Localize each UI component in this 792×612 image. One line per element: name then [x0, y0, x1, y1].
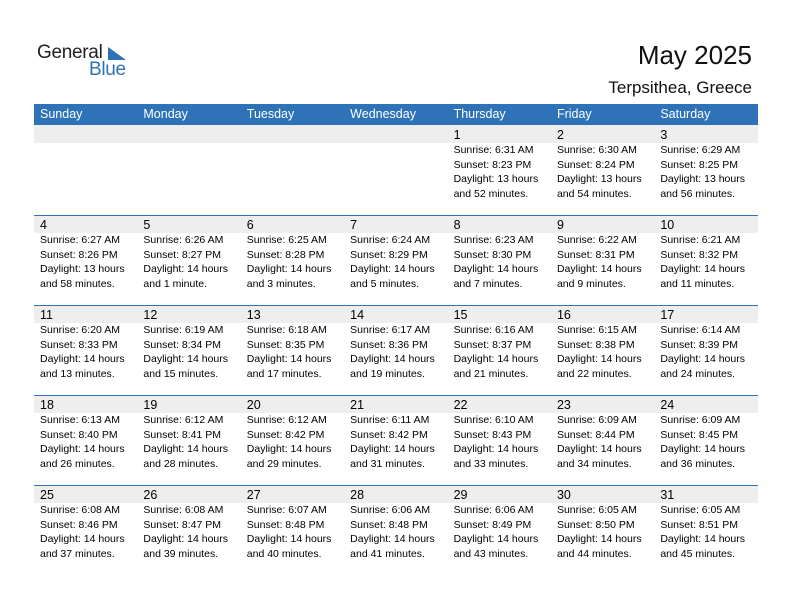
minutes-text: and 33 minutes.	[453, 457, 529, 470]
day-cell	[448, 395, 551, 471]
daylight-text: Daylight: 14 hours	[143, 353, 229, 365]
day-number: 7	[350, 218, 358, 232]
week-row	[34, 305, 758, 395]
minutes-text: and 26 minutes.	[40, 457, 115, 470]
day-cell	[344, 215, 447, 291]
weekday-header-sunday: Sunday	[40, 107, 83, 121]
sunrise-text: Sunrise: 6:06 AM	[350, 504, 431, 516]
daylight-text: Daylight: 14 hours	[143, 263, 229, 275]
day-cell	[137, 125, 240, 201]
day-number: 19	[143, 398, 158, 412]
day-number: 23	[556, 398, 571, 412]
daylight-text: Daylight: 14 hours	[350, 443, 435, 455]
day-number: 16	[556, 308, 571, 322]
logo-text-general: General	[37, 42, 103, 63]
day-cell	[137, 395, 240, 471]
sunset-text: Sunset: 8:39 PM	[660, 338, 738, 351]
day-number: 25	[40, 488, 54, 502]
day-number: 3	[660, 128, 668, 142]
day-number: 4	[40, 218, 47, 232]
minutes-text: and 41 minutes.	[350, 547, 425, 560]
sunrise-text: Sunrise: 6:16 AM	[453, 324, 534, 336]
minutes-text: and 13 minutes.	[40, 367, 115, 380]
sunrise-text: Sunrise: 6:24 AM	[350, 234, 431, 246]
minutes-text: and 36 minutes.	[660, 457, 736, 470]
minutes-text: and 24 minutes.	[660, 367, 736, 380]
sunset-text: Sunset: 8:30 PM	[453, 248, 532, 261]
sunrise-text: Sunrise: 6:13 AM	[40, 414, 120, 426]
daylight-text: Daylight: 13 hours	[556, 173, 642, 185]
day-number: 11	[40, 308, 53, 322]
sunset-text: Sunset: 8:42 PM	[350, 428, 428, 441]
minutes-text: and 31 minutes.	[350, 457, 425, 470]
daylight-text: Daylight: 14 hours	[453, 443, 539, 455]
sunset-text: Sunset: 8:29 PM	[350, 248, 428, 261]
day-number: 5	[143, 218, 151, 232]
sunrise-text: Sunrise: 6:08 AM	[143, 504, 224, 516]
day-cell	[654, 305, 757, 381]
sunrise-text: Sunrise: 6:19 AM	[143, 324, 224, 336]
day-cell	[654, 395, 757, 471]
minutes-text: and 21 minutes.	[453, 367, 529, 380]
sunrise-text: Sunrise: 6:15 AM	[556, 324, 637, 336]
sunrise-text: Sunrise: 6:18 AM	[246, 324, 327, 336]
day-number: 18	[40, 398, 54, 412]
minutes-text: and 44 minutes.	[556, 547, 632, 560]
day-number: 10	[660, 218, 675, 232]
weekday-header-thursday: Thursday	[453, 107, 506, 121]
daylight-text: Daylight: 14 hours	[660, 533, 745, 545]
sunrise-text: Sunrise: 6:17 AM	[350, 324, 431, 336]
minutes-text: and 9 minutes.	[556, 277, 626, 290]
day-cell	[448, 485, 551, 561]
daylight-text: Daylight: 14 hours	[556, 353, 642, 365]
daylight-text: Daylight: 14 hours	[556, 443, 642, 455]
day-cell	[241, 125, 344, 201]
day-cell	[344, 125, 447, 201]
minutes-text: and 1 minute.	[143, 277, 208, 290]
minutes-text: and 34 minutes.	[556, 457, 632, 470]
daylight-text: Daylight: 14 hours	[350, 353, 435, 365]
sunset-text: Sunset: 8:37 PM	[453, 338, 532, 351]
sunrise-text: Sunrise: 6:25 AM	[246, 234, 327, 246]
sunrise-text: Sunrise: 6:23 AM	[453, 234, 534, 246]
sunset-text: Sunset: 8:46 PM	[40, 518, 118, 531]
sunset-text: Sunset: 8:41 PM	[143, 428, 222, 441]
daylight-text: Daylight: 14 hours	[453, 533, 539, 545]
logo-text-blue: Blue	[89, 59, 126, 80]
minutes-text: and 7 minutes.	[453, 277, 523, 290]
sunset-text: Sunset: 8:38 PM	[556, 338, 635, 351]
calendar-weeks	[34, 125, 758, 575]
day-number: 8	[453, 218, 461, 232]
calendar-grid	[34, 104, 758, 575]
day-number: 24	[660, 398, 675, 412]
week-row	[34, 125, 758, 215]
daylight-text: Daylight: 14 hours	[660, 353, 745, 365]
sunrise-text: Sunrise: 6:09 AM	[556, 414, 637, 426]
sunset-text: Sunset: 8:33 PM	[40, 338, 118, 351]
day-number: 14	[350, 308, 365, 322]
day-cell	[34, 125, 137, 201]
minutes-text: and 37 minutes.	[40, 547, 115, 560]
minutes-text: and 5 minutes.	[350, 277, 420, 290]
day-cell	[344, 395, 447, 471]
sunrise-text: Sunrise: 6:29 AM	[660, 144, 741, 156]
sunset-text: Sunset: 8:34 PM	[143, 338, 222, 351]
daylight-text: Daylight: 14 hours	[246, 263, 332, 275]
day-number: 2	[556, 128, 564, 142]
day-cell	[654, 125, 757, 201]
day-number: 1	[453, 128, 461, 142]
day-number: 15	[453, 308, 468, 322]
weekday-header-saturday: Saturday	[660, 107, 711, 121]
sunset-text: Sunset: 8:43 PM	[453, 428, 532, 441]
minutes-text: and 28 minutes.	[143, 457, 219, 470]
location-label: Terpsithea, Greece	[608, 78, 752, 97]
week-row	[34, 485, 758, 575]
daylight-text: Daylight: 14 hours	[350, 263, 435, 275]
minutes-text: and 19 minutes.	[350, 367, 425, 380]
sunrise-text: Sunrise: 6:05 AM	[660, 504, 741, 516]
sunrise-text: Sunrise: 6:11 AM	[350, 414, 430, 426]
daylight-text: Daylight: 14 hours	[660, 263, 745, 275]
day-cell	[34, 215, 137, 291]
minutes-text: and 29 minutes.	[246, 457, 322, 470]
daylight-text: Daylight: 14 hours	[143, 533, 229, 545]
sunset-text: Sunset: 8:35 PM	[246, 338, 325, 351]
day-cell	[448, 125, 551, 201]
minutes-text: and 56 minutes.	[660, 187, 736, 200]
day-number: 29	[453, 488, 468, 502]
day-cell	[137, 215, 240, 291]
sunrise-text: Sunrise: 6:09 AM	[660, 414, 741, 426]
day-cell	[654, 215, 757, 291]
day-number	[350, 125, 447, 143]
minutes-text: and 15 minutes.	[143, 367, 219, 380]
week-row	[34, 215, 758, 305]
day-number: 28	[350, 488, 365, 502]
daylight-text: Daylight: 13 hours	[453, 173, 539, 185]
sunset-text: Sunset: 8:31 PM	[556, 248, 635, 261]
day-number: 21	[350, 398, 365, 412]
minutes-text: and 58 minutes.	[40, 277, 115, 290]
minutes-text: and 54 minutes.	[556, 187, 632, 200]
sunset-text: Sunset: 8:42 PM	[246, 428, 325, 441]
weekday-header-wednesday: Wednesday	[350, 107, 416, 121]
sunrise-text: Sunrise: 6:27 AM	[40, 234, 120, 246]
sunset-text: Sunset: 8:24 PM	[556, 158, 635, 171]
day-cell	[34, 305, 137, 381]
sunrise-text: Sunrise: 6:10 AM	[453, 414, 534, 426]
day-cell	[344, 485, 447, 561]
day-number: 31	[660, 488, 675, 502]
day-number: 13	[246, 308, 261, 322]
sunset-text: Sunset: 8:23 PM	[453, 158, 532, 171]
day-cell	[241, 485, 344, 561]
weekday-header-monday: Monday	[143, 107, 188, 121]
daylight-text: Daylight: 13 hours	[660, 173, 745, 185]
daylight-text: Daylight: 14 hours	[246, 353, 332, 365]
daylight-text: Daylight: 13 hours	[40, 263, 125, 275]
daylight-text: Daylight: 14 hours	[556, 533, 642, 545]
day-cell	[344, 305, 447, 381]
sunrise-text: Sunrise: 6:14 AM	[660, 324, 741, 336]
sunrise-text: Sunrise: 6:30 AM	[556, 144, 637, 156]
logo	[37, 42, 137, 82]
sunset-text: Sunset: 8:48 PM	[350, 518, 428, 531]
page-title: May 2025	[637, 40, 752, 70]
minutes-text: and 45 minutes.	[660, 547, 736, 560]
sunrise-text: Sunrise: 6:31 AM	[453, 144, 534, 156]
sunrise-text: Sunrise: 6:08 AM	[40, 504, 120, 516]
day-number: 6	[246, 218, 254, 232]
day-cell	[551, 305, 654, 381]
sunrise-text: Sunrise: 6:07 AM	[246, 504, 327, 516]
sunset-text: Sunset: 8:28 PM	[246, 248, 325, 261]
minutes-text: and 39 minutes.	[143, 547, 219, 560]
day-cell	[654, 485, 757, 561]
sunrise-text: Sunrise: 6:12 AM	[246, 414, 327, 426]
minutes-text: and 17 minutes.	[246, 367, 322, 380]
sunrise-text: Sunrise: 6:12 AM	[143, 414, 224, 426]
sunset-text: Sunset: 8:47 PM	[143, 518, 222, 531]
daylight-text: Daylight: 14 hours	[143, 443, 229, 455]
day-cell	[241, 215, 344, 291]
weekday-header-row	[34, 104, 758, 125]
sunset-text: Sunset: 8:49 PM	[453, 518, 532, 531]
weekday-header-friday: Friday	[556, 107, 592, 121]
minutes-text: and 22 minutes.	[556, 367, 632, 380]
day-cell	[137, 485, 240, 561]
day-number: 27	[246, 488, 261, 502]
day-number: 30	[556, 488, 571, 502]
day-number	[143, 125, 240, 143]
daylight-text: Daylight: 14 hours	[40, 533, 125, 545]
daylight-text: Daylight: 14 hours	[660, 443, 745, 455]
day-number: 17	[660, 308, 675, 322]
day-cell	[34, 485, 137, 561]
sunset-text: Sunset: 8:40 PM	[40, 428, 118, 441]
minutes-text: and 40 minutes.	[246, 547, 322, 560]
sunrise-text: Sunrise: 6:22 AM	[556, 234, 637, 246]
daylight-text: Daylight: 14 hours	[246, 443, 332, 455]
day-cell	[551, 215, 654, 291]
daylight-text: Daylight: 14 hours	[246, 533, 332, 545]
sunset-text: Sunset: 8:50 PM	[556, 518, 635, 531]
day-cell	[137, 305, 240, 381]
day-cell	[241, 395, 344, 471]
sunrise-text: Sunrise: 6:20 AM	[40, 324, 120, 336]
daylight-text: Daylight: 14 hours	[40, 353, 125, 365]
day-number: 26	[143, 488, 158, 502]
day-cell	[448, 305, 551, 381]
day-number	[40, 125, 137, 143]
daylight-text: Daylight: 14 hours	[40, 443, 125, 455]
sunrise-text: Sunrise: 6:21 AM	[660, 234, 741, 246]
day-cell	[551, 125, 654, 201]
minutes-text: and 3 minutes.	[246, 277, 316, 290]
day-cell	[551, 395, 654, 471]
day-number	[247, 125, 344, 143]
day-cell	[551, 485, 654, 561]
sunrise-text: Sunrise: 6:05 AM	[556, 504, 637, 516]
sunrise-text: Sunrise: 6:26 AM	[143, 234, 224, 246]
sunset-text: Sunset: 8:51 PM	[660, 518, 738, 531]
daylight-text: Daylight: 14 hours	[453, 263, 539, 275]
sunset-text: Sunset: 8:44 PM	[556, 428, 635, 441]
weekday-header-tuesday: Tuesday	[246, 107, 295, 121]
sunset-text: Sunset: 8:32 PM	[660, 248, 738, 261]
daylight-text: Daylight: 14 hours	[556, 263, 642, 275]
sunrise-text: Sunrise: 6:06 AM	[453, 504, 534, 516]
sunset-text: Sunset: 8:27 PM	[143, 248, 222, 261]
day-cell	[448, 215, 551, 291]
day-number: 9	[556, 218, 564, 232]
week-row	[34, 395, 758, 485]
daylight-text: Daylight: 14 hours	[453, 353, 539, 365]
day-number: 20	[246, 398, 261, 412]
minutes-text: and 11 minutes.	[660, 277, 735, 290]
sunset-text: Sunset: 8:26 PM	[40, 248, 118, 261]
sunset-text: Sunset: 8:45 PM	[660, 428, 738, 441]
sunset-text: Sunset: 8:36 PM	[350, 338, 428, 351]
day-number: 12	[143, 308, 158, 322]
minutes-text: and 43 minutes.	[453, 547, 529, 560]
day-number: 22	[453, 398, 468, 412]
day-cell	[34, 395, 137, 471]
daylight-text: Daylight: 14 hours	[350, 533, 435, 545]
minutes-text: and 52 minutes.	[453, 187, 529, 200]
sunset-text: Sunset: 8:25 PM	[660, 158, 738, 171]
sunset-text: Sunset: 8:48 PM	[246, 518, 325, 531]
day-cell	[241, 305, 344, 381]
